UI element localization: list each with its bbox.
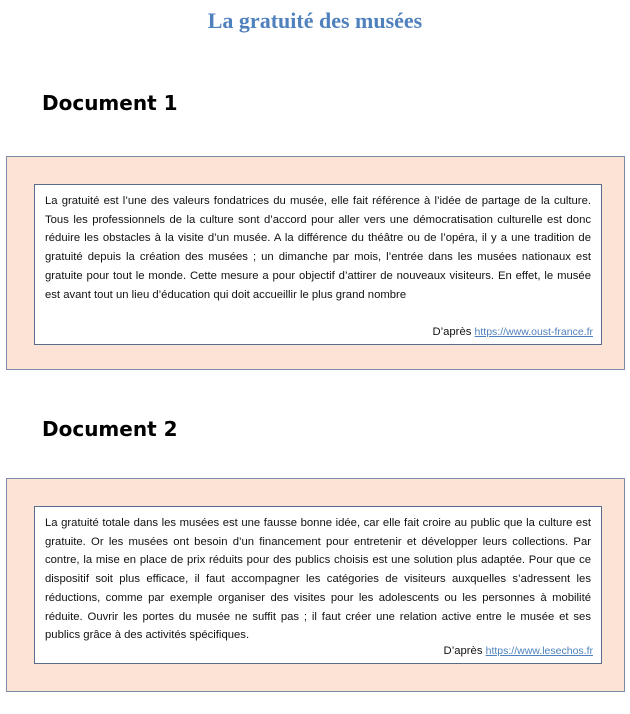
document-1-panel — [6, 156, 625, 370]
page-title: La gratuité des musées — [207, 8, 423, 33]
document-2-source-link[interactable]: https://www.lesechos.fr — [485, 645, 593, 657]
document-1-source-link[interactable]: https://www.oust-france.fr — [474, 326, 593, 338]
document-1-source — [432, 326, 593, 338]
document-2-text: La gratuité totale dans les musées est une fausse bonne idée, car elle fait croire au public que la culture est gratuite. Or les musées ont besoin d’un financement pour entretenir et développer leurs collections. Par contre, la mise en place de prix réduits pour des publics choisis est une solution plus adaptée. Pour que ce dispositif soit plus efficace, il faut accompagner les catégories de visiteurs auxquelles s’adressent les réductions, comme par exemple organiser des visites pour les adolescents ou les personnes à mobilité réduite. Ouvrir les portes du musée ne suffit pas ; il faut créer une relation active entre le musée et ses publics grâce à des activités spécifiques. — [45, 517, 591, 642]
document-2-heading: Document 2 — [42, 417, 178, 441]
document-1-source-prefix: D’après — [432, 326, 472, 338]
document-1-heading: Document 1 — [42, 91, 178, 115]
document-2-source-prefix: D’après — [443, 645, 483, 657]
document-2-panel — [6, 478, 625, 692]
document-1-text-box — [34, 184, 602, 345]
document-2-text-box — [34, 506, 602, 664]
document-2-source — [444, 645, 593, 657]
document-1-text: La gratuité est l’une des valeurs fondatrices du musée, elle fait référence à l’idée de partage de la culture. Tous les professionnels de la culture sont d’accord pour aller vers une démocratisation culturelle est donc réduire les obstacles à la visite d’un musée. A la différence du théâtre ou de l’opéra, il y a une tradition de gratuité depuis la création des musées ; un dimanche par mois, l’entrée dans les musées nationaux est gratuite pour tout le monde. Cette mesure a pour objectif d’attirer de nouveaux visiteurs. En effet, le musée est avant tout un lieu d’éducation qui doit accueillir le plus grand nombre — [45, 195, 591, 301]
